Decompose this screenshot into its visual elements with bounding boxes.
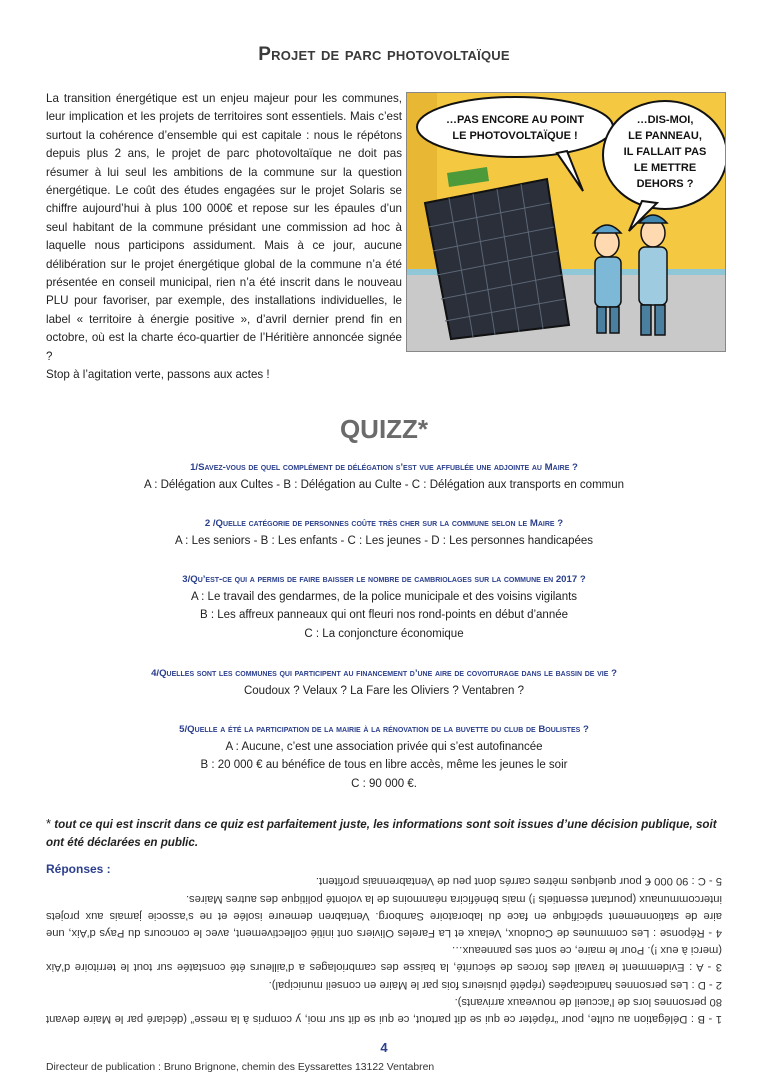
question-text: 4/Quelles sont les communes qui participent au financement d’une aire de covoiturage dans le bassin de vie ? xyxy=(151,668,617,679)
intro-closing: Stop à l’agitation verte, passons aux actes ! xyxy=(46,368,270,382)
answer-line: A : Délégation aux Cultes - B : Délégation au Culte - C : Délégation aux transports en commun xyxy=(143,479,625,491)
answer-4: 4 - Réponse : Les communes de Coudoux, Velaux et La Fareles Oliviers ont initié collectivement, avec le concours du Pays d’Aix, une aire de stationnement spécifique en face du laboratoire Samborg. Ventabren demeure isolée et ne s’associe jamais aux projets intercommunaux (pourtant essentiels !) mais bénéficira néanmoins de la volonté politique des autres Maires. xyxy=(46,892,722,939)
answer-line: C : 90 000 €. xyxy=(351,777,417,790)
cartoon-illustration xyxy=(406,92,726,352)
answer-line: A : Aucune, c’est une association privée qui s’est autofinancée xyxy=(225,741,543,753)
quiz-question-1 xyxy=(30,460,738,494)
quiz-question-3 xyxy=(30,572,738,643)
footnote-star: * xyxy=(46,816,52,831)
upside-down-answers xyxy=(46,875,722,1027)
bubble1-line2: LE PHOTOVOLTAÏQUE ! xyxy=(452,130,578,142)
question-text: 1/Savez-vous de quel complément de délégation s’est vue affublée une adjointe au Maire ? xyxy=(190,462,578,473)
intro-paragraph: La transition énergétique est un enjeu majeur pour les communes, leur implication et les projets de territoires sont essentiels. Mais c’est surtout la cohérence d’ensemble qui est capitale : nous le répétons depuis plus 2 ans, le projet de parc photovoltaïque ne doit pas résumer à lui seul les ambitions de la commune sur la question énergétique. Le coût des études engagées sur le projet Solaris se chiffre aujourd’hui à plus 100 000€ et repose sur les épaules d’un seul habitant de la commune présidant une commission ad hoc à laquelle nous participons assidument. Mais à ce jour, aucune délibération sur le projet énergétique global de la commune n’a été présentée en conseil municipal, rien n’a été inscrit dans le nouveau PLU pour favoriser, par exemple, des installations individuelles, le label « territoire à énergie positive », d’avril dernier prend fin en octobre, où est la charte éco-quartier de l’Héritière annoncée signée ? xyxy=(46,92,402,363)
quiz-footnote xyxy=(46,815,726,852)
answer-line: B : Les affreux panneaux qui ont fleuri nos rond-points en début d’année xyxy=(199,609,569,622)
question-text: 2 /Quelle catégorie de personnes coûte très cher sur la commune selon le Maire ? xyxy=(204,518,564,529)
question-text: 5/Quelle a été la participation de la mairie à la rénovation de la buvette du club de Boulistes ? xyxy=(179,724,589,735)
answer-5: 5 - C : 90 000 € pour quelques mètres carrés dont peu de Ventabrennais profitent. xyxy=(315,875,722,888)
answer-1: 1 - B : Délégation au culte, pour “répéter ce qui se dit partout, ce qui se dit sur moi, y compris à la messe” (déclaré par le Maire devant 80 personnes lors de l’accueil de nouveaux arrivants). xyxy=(46,995,722,1025)
answer-2: 2 - D : Les personnes handicapées (répété plusieurs fois par le Maire en conseil municipal). xyxy=(268,978,722,991)
bubble2-line5: DEHORS ? xyxy=(636,178,694,190)
quiz-question-5 xyxy=(30,722,738,793)
quiz-question-4 xyxy=(30,666,738,700)
bubble1-line1: …PAS ENCORE AU POINT xyxy=(445,114,585,126)
bubble2-line1: …DIS-MOI, xyxy=(636,114,694,126)
answer-line: A : Le travail des gendarmes, de la police municipale et des voisins vigilants xyxy=(190,591,578,603)
answer-line: B : 20 000 € au bénéfice de tous en libre accès, même les jeunes le soir xyxy=(200,759,568,772)
bubble2-line3: IL FALLAIT PAS xyxy=(623,146,707,158)
bubble2-line4: LE METTRE xyxy=(633,162,697,174)
answer-line: Coudoux ? Velaux ? La Fare les Oliviers ? Ventabren ? xyxy=(243,685,524,697)
answer-3: 3 - A : Evidemment le travail des forces de sécurité, la baisse des cambriolages a d’ailleurs été constatée sur tout le territoire d’Aix (merci à eux !). Pour le maire, ce sont ses panneaux… xyxy=(46,944,722,974)
responses-label: Réponses : xyxy=(46,862,111,876)
publication-footer: Directeur de publication : Bruno Brignone, chemin des Eyssarettes 13122 Ventabren xyxy=(46,1062,435,1073)
page-title: Projet de parc photovoltaïque xyxy=(258,44,510,65)
question-text: 3/Qu’est-ce qui a permis de faire baisser le nombre de cambriolages sur la commune en 2017 ? xyxy=(182,574,586,585)
quiz-title: QUIZZ* xyxy=(339,414,429,444)
intro-article xyxy=(46,90,402,385)
bubble2-line2: LE PANNEAU, xyxy=(628,130,702,142)
quiz-question-2 xyxy=(30,516,738,550)
footnote-text: tout ce qui est inscrit dans ce quiz est parfaitement juste, les informations sont soit issues d’une décision publique, soit ont été déclarées en public. xyxy=(46,818,717,849)
page-number: 4 xyxy=(380,1040,388,1055)
answer-line: C : La conjoncture économique xyxy=(304,627,464,640)
answer-line: A : Les seniors - B : Les enfants - C : Les jeunes - D : Les personnes handicapées xyxy=(174,535,594,547)
